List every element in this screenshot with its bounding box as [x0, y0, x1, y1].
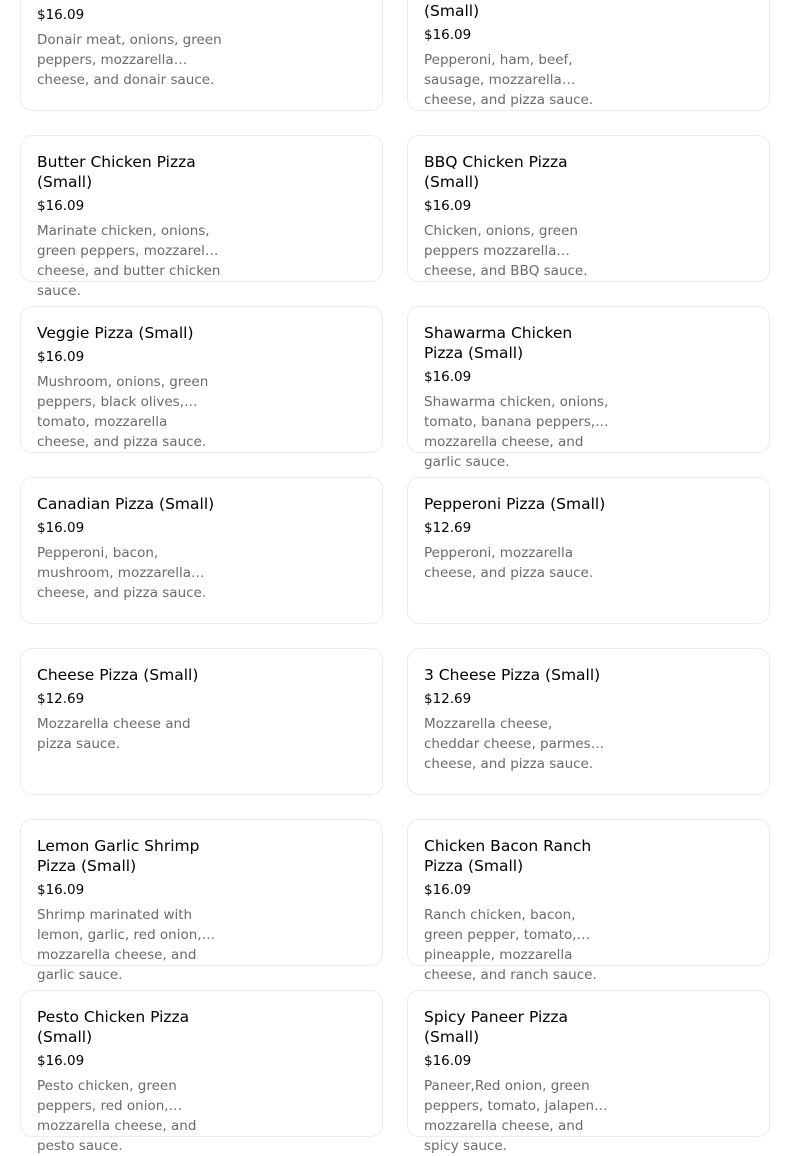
menu-item-title: Veggie Pizza (Small)	[37, 324, 194, 342]
menu-item-title: Chicken Bacon Ranch Pizza (Small)	[424, 837, 592, 875]
menu-item-description: Paneer,Red onion, green peppers, tomato, jalapeno, mozzarella cheese, and spicy sauce.	[424, 1078, 607, 1154]
menu-item-price: $16.09	[37, 198, 85, 214]
menu-item-title: Pepperoni Pizza (Small)	[424, 495, 606, 513]
menu-item-content	[37, 0, 222, 88]
menu-item-card[interactable]	[407, 306, 770, 470]
menu-item-title: (Small)	[424, 2, 480, 20]
menu-item-title: Lemon Garlic Shrimp Pizza (Small)	[37, 837, 200, 875]
menu-item-description: Pepperoni, ham, beef, sausage, mozzarella cheese, and pizza sauce.	[424, 52, 594, 108]
menu-item-price: $16.09	[37, 520, 85, 536]
menu-item-title	[37, 0, 222, 1]
menu-item-price: $12.69	[37, 691, 85, 707]
menu-item-price: $16.09	[424, 27, 472, 43]
menu-item-card[interactable]	[20, 135, 383, 299]
menu-item-description: Pesto chicken, green peppers, red onion, mozzarella cheese, and pesto sauce.	[37, 1078, 197, 1154]
menu-items-grid	[20, 0, 770, 1154]
menu-item-content	[37, 494, 222, 601]
menu-item-card[interactable]	[20, 477, 383, 624]
menu-item-description: Chicken, onions, green peppers mozzarella cheese, and BBQ sauce.	[424, 223, 588, 279]
menu-item-content	[424, 0, 609, 108]
menu-item-description: Mushroom, onions, green peppers, black olives, tomato, mozzarella cheese, and pizza sauce.	[37, 374, 209, 450]
menu-item-content	[37, 836, 222, 983]
menu-item-price: $16.09	[37, 7, 85, 23]
menu-item-card[interactable]	[407, 819, 770, 983]
menu-item-card[interactable]	[20, 0, 383, 111]
menu-item-content	[37, 1007, 222, 1154]
menu-item-card[interactable]	[407, 648, 770, 795]
menu-item-content	[37, 152, 222, 299]
menu-item-title: Butter Chicken Pizza (Small)	[37, 153, 196, 191]
menu-item-description: Pepperoni, bacon, mushroom, mozzarella cheese, and pizza sauce.	[37, 545, 207, 601]
menu-item-content	[37, 323, 222, 450]
menu-item-description: Shawarma chicken, onions, tomato, banana peppers, mozzarella cheese, and garlic sauce.	[424, 394, 609, 470]
menu-item-price: $16.09	[424, 369, 472, 385]
menu-item-description: Mozzarella cheese and pizza sauce.	[37, 716, 191, 752]
menu-item-description: Donair meat, onions, green peppers, mozzarella cheese, and donair sauce.	[37, 32, 222, 88]
menu-item-content	[424, 152, 609, 279]
menu-item-card[interactable]	[20, 990, 383, 1154]
menu-item-price: $12.69	[424, 691, 472, 707]
menu-item-price: $12.69	[424, 520, 472, 536]
menu-item-content	[37, 665, 222, 754]
menu-item-content	[424, 836, 609, 983]
menu-item-description: Marinate chicken, onions, green peppers, mozzarella cheese, and butter chicken sauce.	[37, 223, 221, 299]
menu-item-card[interactable]	[407, 990, 770, 1154]
menu-item-title: Cheese Pizza (Small)	[37, 666, 199, 684]
menu-item-card[interactable]	[20, 819, 383, 983]
menu-item-title: Spicy Paneer Pizza (Small)	[424, 1008, 569, 1046]
menu-item-description: Pepperoni, mozzarella cheese, and pizza sauce.	[424, 545, 594, 581]
menu-item-price: $16.09	[424, 198, 472, 214]
menu-item-card[interactable]	[20, 306, 383, 453]
menu-item-content	[424, 1007, 609, 1154]
menu-item-description: Shrimp marinated with lemon, garlic, red onion, mozzarella cheese, and garlic sauce.	[37, 907, 202, 983]
menu-item-content	[424, 494, 609, 583]
menu-item-card[interactable]	[407, 0, 770, 111]
menu-item-description: Ranch chicken, bacon, green pepper, tomato, pineapple, mozzarella cheese, and ranch sauce.	[424, 907, 597, 983]
menu-item-description: Mozzarella cheese, cheddar cheese, parmesan cheese, and pizza sauce.	[424, 716, 608, 772]
menu-item-price: $16.09	[424, 1053, 472, 1069]
menu-item-price: $16.09	[37, 349, 85, 365]
menu-item-card[interactable]	[20, 648, 383, 795]
menu-item-price: $16.09	[424, 882, 472, 898]
menu-item-price: $16.09	[37, 1053, 85, 1069]
menu-item-price: $16.09	[37, 882, 85, 898]
menu-item-card[interactable]	[407, 135, 770, 282]
menu-item-title: Shawarma Chicken Pizza (Small)	[424, 324, 573, 362]
menu-item-title: BBQ Chicken Pizza (Small)	[424, 153, 568, 191]
menu-item-content	[424, 323, 609, 470]
menu-item-title: Canadian Pizza (Small)	[37, 495, 215, 513]
menu-item-title: Pesto Chicken Pizza (Small)	[37, 1008, 190, 1046]
menu-item-title: 3 Cheese Pizza (Small)	[424, 666, 601, 684]
menu-item-content	[424, 665, 609, 772]
menu-item-card[interactable]	[407, 477, 770, 624]
